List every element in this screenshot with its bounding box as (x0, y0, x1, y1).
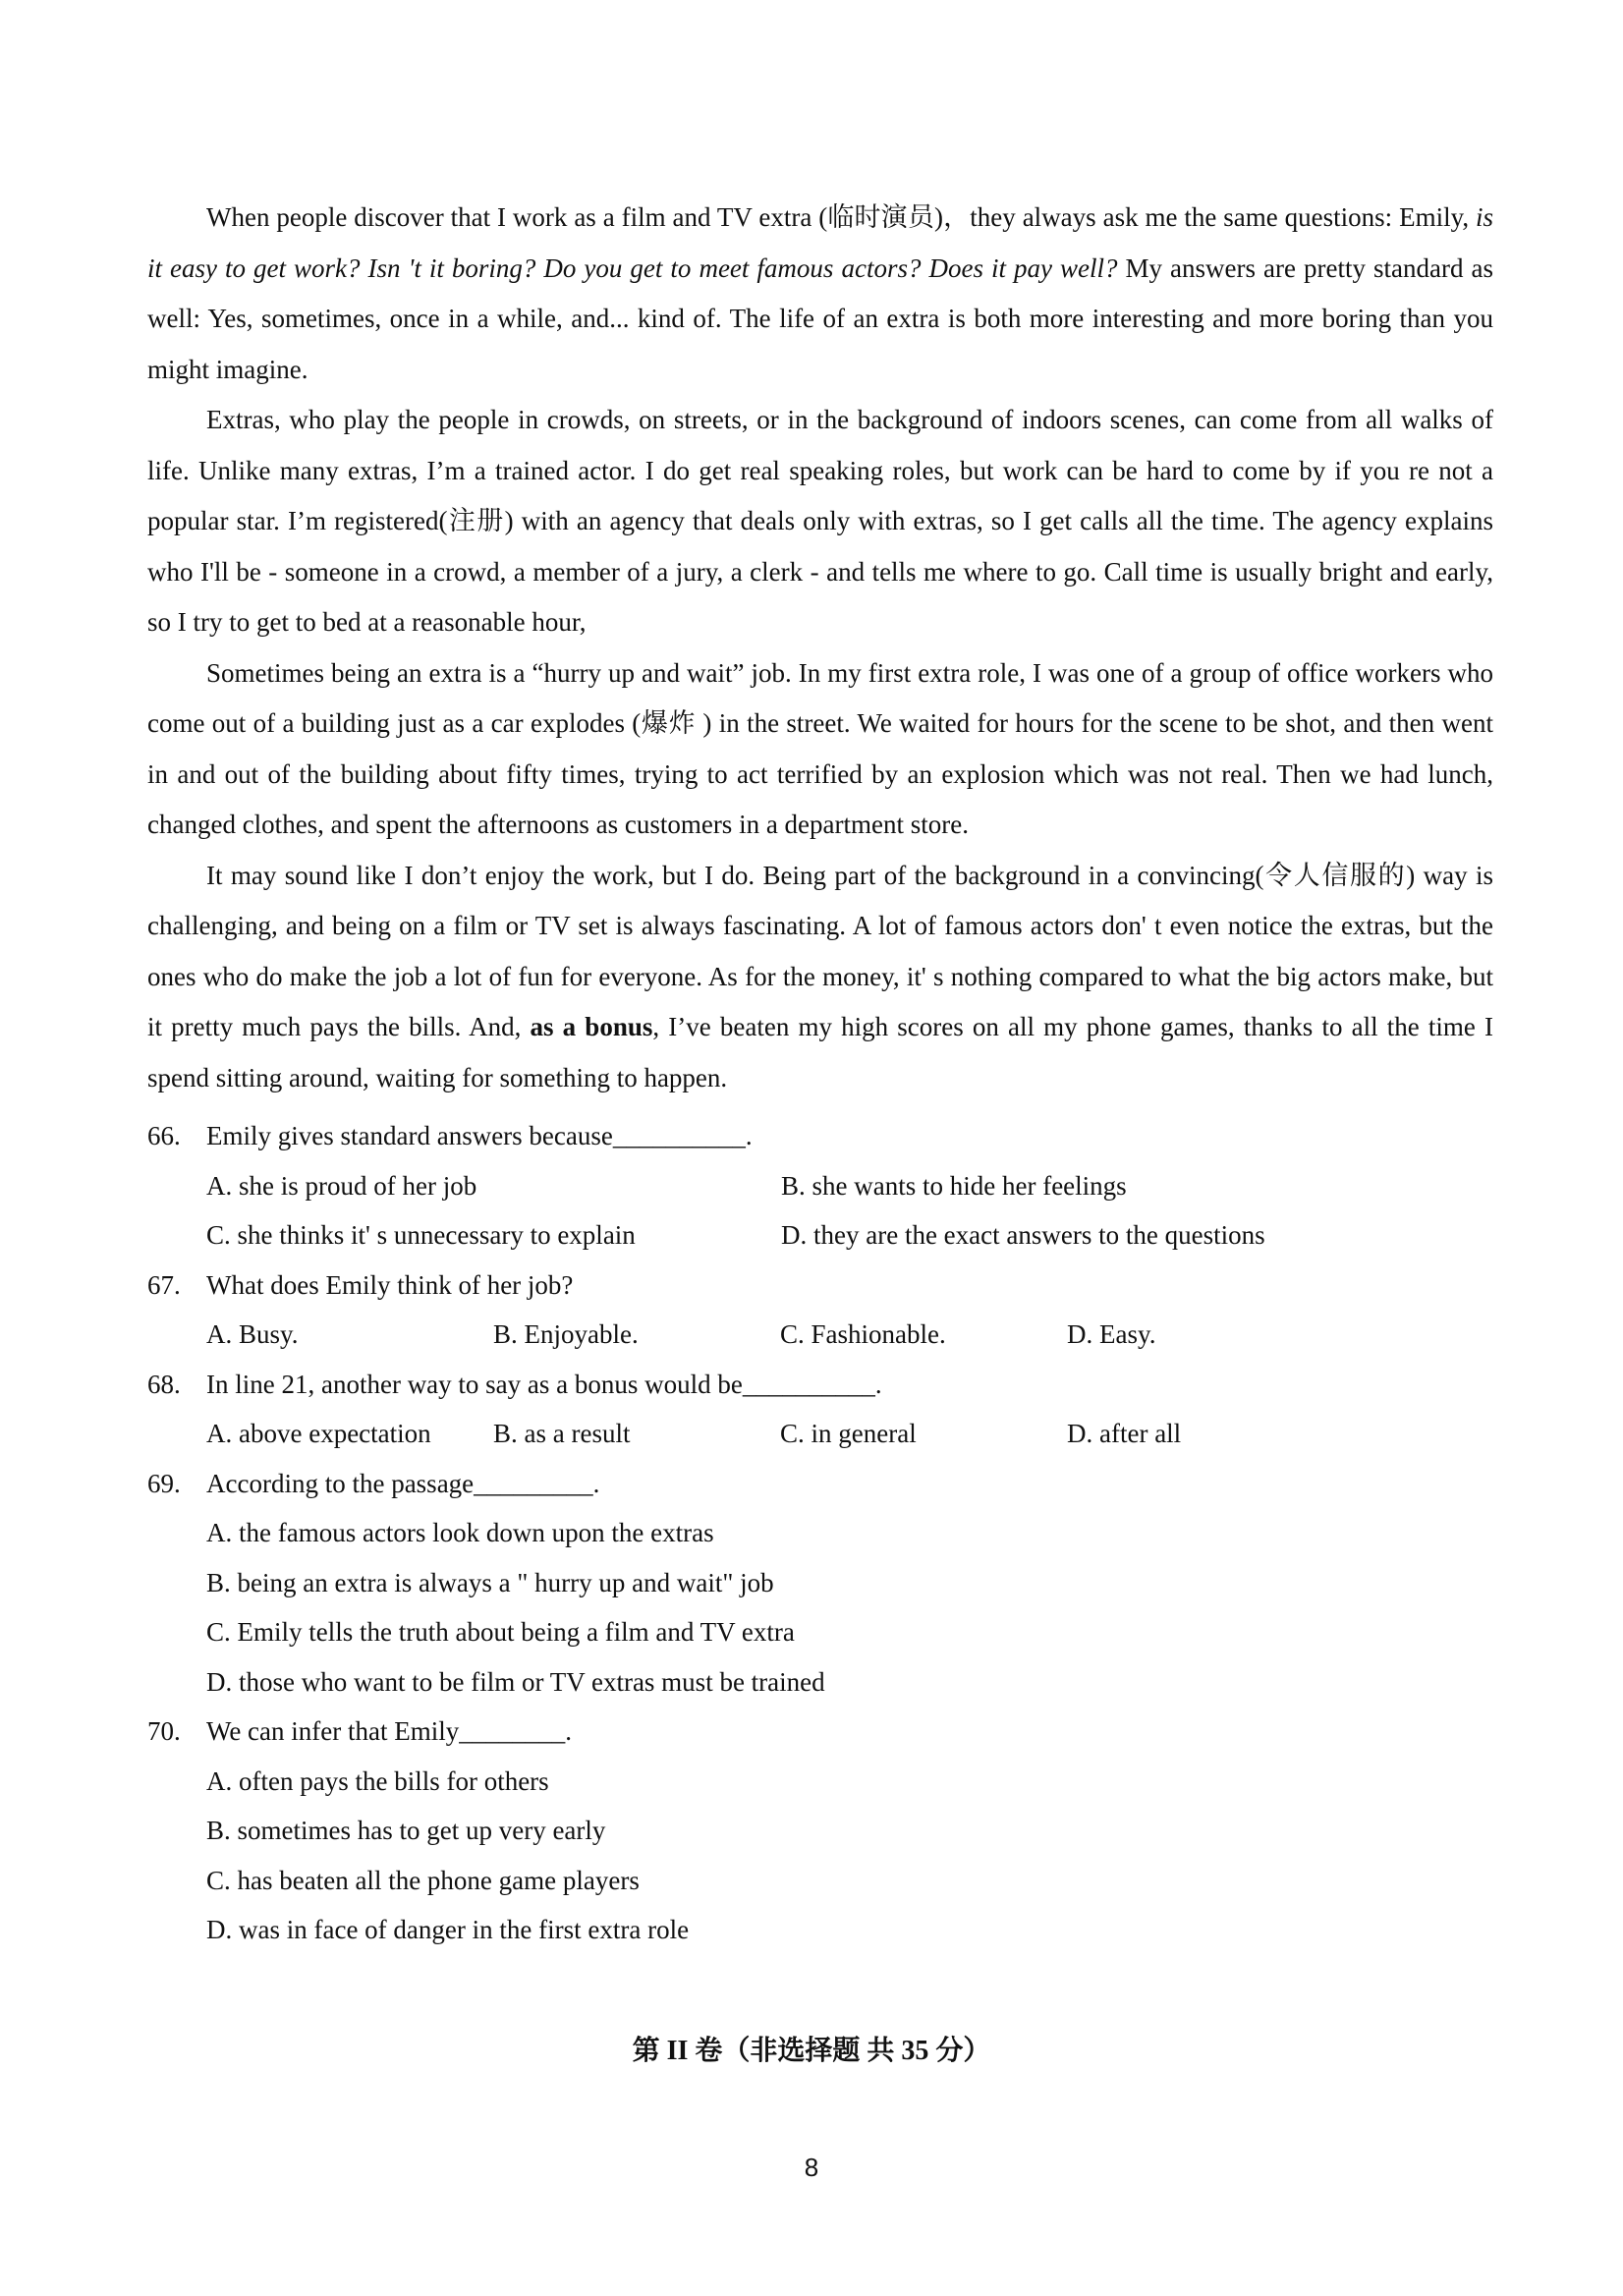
option-b: B. sometimes has to get up very early (206, 1816, 606, 1845)
option-d: D. they are the exact answers to the questions (781, 1220, 1265, 1250)
option-c: C. has beaten all the phone game players (206, 1865, 640, 1895)
question-text: What does Emily think of her job? (206, 1269, 574, 1300)
option-d: D. was in face of danger in the first extra role (206, 1915, 690, 1944)
paragraph-3: Sometimes being an extra is a “hurry up and wait” job. In my first extra role, I was one of a group of office workers who come out of a building just as a car explodes (爆炸 ) in the street. We waited for hours for the scene to be shot, and then went in and out of the building about fifty times, trying to act terrified by an explosion which was not real. Then we had lunch, changed clothes, and spent the afternoons as customers in a department store. (147, 657, 1493, 839)
option-b: B. as a result (493, 1419, 631, 1448)
option-d: D. after all (1067, 1419, 1182, 1448)
paragraph-1-text: When people discover that I work as a film and TV extra (临时演员)，they always ask me the same questions: Emily, (206, 202, 1476, 232)
option-a: A. Busy. (206, 1319, 299, 1349)
option-a: A. the famous actors look down upon the extras (206, 1518, 714, 1547)
question-list (147, 1111, 1493, 1955)
option-a: A. above expectation (206, 1419, 431, 1448)
question-66 (147, 1111, 1493, 1260)
question-68 (147, 1360, 1493, 1459)
paragraph-2: Extras, who play the people in crowds, on streets, or in the background of indoors scenes, can come from all walks of life. Unlike many extras, I’m a trained actor. I do get real speaking roles, but work can be hard to come by if you re not a popular star. I’m registered(注册) with an agency that deals only with extras, so I get calls all the time. The agency explains who I'll be - someone in a crowd, a member of a jury, a clerk - and tells me where to go. Call time is usually bright and early, so I try to get to bed at a reasonable hour, (147, 405, 1493, 637)
option-b: B. Enjoyable. (493, 1319, 639, 1349)
question-number: 68. (147, 1369, 181, 1399)
option-a: A. she is proud of her job (206, 1170, 477, 1201)
reading-passage (147, 193, 1493, 1103)
option-a: A. often pays the bills for others (206, 1765, 549, 1796)
question-number: 69. (147, 1468, 181, 1498)
paragraph-4-bold-phrase: as a bonus (530, 1012, 653, 1041)
question-text: We can infer that Emily________. (206, 1716, 572, 1746)
paragraph-1-text-end: My answers are pretty standard as well: Yes, sometimes, once in a while, and... kind of. The life of an extra is both more interesting and more boring than you might imagine. (147, 252, 1493, 384)
option-list (147, 1508, 1493, 1707)
paragraph-1 (147, 193, 1493, 395)
question-stem (147, 1360, 1493, 1410)
question-stem (147, 1111, 1493, 1161)
option-c: C. Fashionable. (780, 1319, 946, 1349)
section-title: 第 II 卷（非选择题 共 35 分） (632, 2036, 991, 2066)
paragraph-1-italic-questions: is it easy to get work? Isn 't it boring? Do you get to meet famous actors? Does it pay well? (147, 202, 1493, 283)
question-number: 66. (147, 1121, 181, 1150)
page-number: 8 (804, 2153, 819, 2182)
option-d: D. those who want to be film or TV extras must be trained (206, 1666, 825, 1697)
paragraph-4 (147, 851, 1493, 1104)
question-70 (147, 1707, 1493, 1955)
question-stem (147, 1707, 1493, 1757)
option-c: C. in general (780, 1419, 917, 1448)
question-number: 70. (147, 1716, 181, 1746)
option-list (147, 1409, 1493, 1459)
paragraph-4-text: It may sound like I don’t enjoy the work, but I do. Being part of the background in a convincing(令人信服的) way is challenging, and being on a film or TV set is always fascinating. A lot of famous actors don' t even notice the extras, but the ones who do make the job a lot of fun for everyone. As for the money, it' s nothing compared to what the big actors make, but it pretty much pays the bills. And, (147, 860, 1493, 1041)
option-c: C. Emily tells the truth about being a film and TV extra (206, 1617, 795, 1647)
question-stem (147, 1459, 1493, 1509)
question-text: In line 21, another way to say as a bonus would be__________. (206, 1369, 882, 1399)
option-b: B. she wants to hide her feelings (781, 1170, 1127, 1201)
question-number: 67. (147, 1269, 181, 1300)
question-67 (147, 1260, 1493, 1360)
question-69 (147, 1459, 1493, 1708)
question-text: Emily gives standard answers because__________. (206, 1121, 753, 1150)
option-list (147, 1757, 1493, 1955)
option-d: D. Easy. (1067, 1319, 1156, 1349)
option-list (147, 1161, 1493, 1260)
option-list (147, 1310, 1493, 1360)
question-stem (147, 1260, 1493, 1311)
option-c: C. she thinks it' s unnecessary to explain (206, 1220, 636, 1250)
question-text: According to the passage_________. (206, 1468, 600, 1498)
paragraph-4-text-end: , I’ve beaten my high scores on all my phone games, thanks to all the time I spend sitting around, waiting for something to happen. (147, 1012, 1493, 1092)
option-b: B. being an extra is always a " hurry up and wait" job (206, 1567, 774, 1597)
